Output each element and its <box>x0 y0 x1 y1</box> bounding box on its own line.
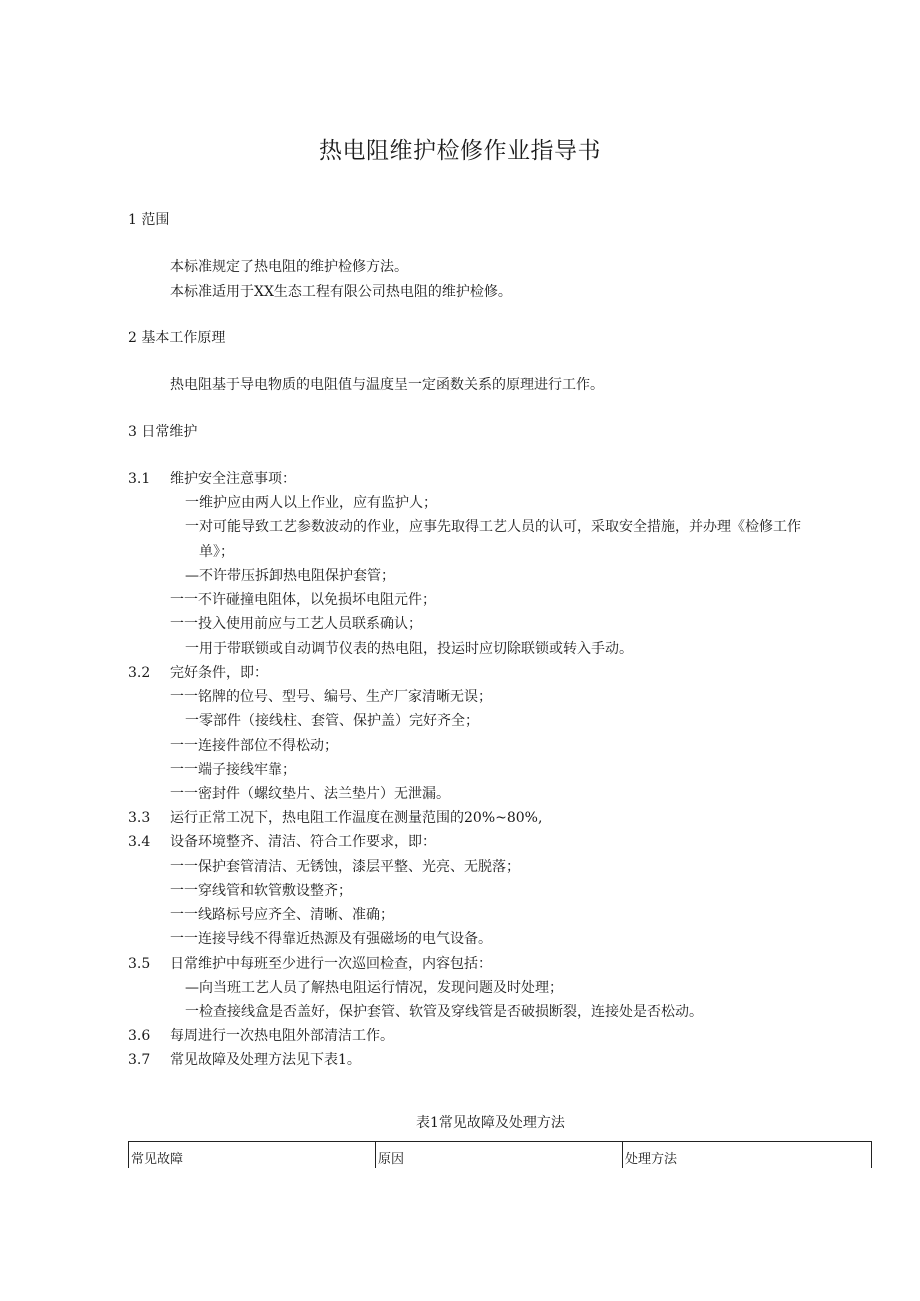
clause-3-5-item: —向当班工艺人员了解热电阻运行情况，发现问题及时处理； <box>185 980 563 996</box>
fault-table <box>128 1141 872 1168</box>
clause-3-7-number: 3.7 <box>128 1052 151 1068</box>
section-1-heading: 1 范围 <box>128 212 170 228</box>
table-header-fault: 常见故障 <box>129 1142 376 1168</box>
clause-3-2-item: 一一连接件部位不得松动； <box>170 738 338 754</box>
section-1-paragraph-2: 本标准适用于XX生态工程有限公司热电阻的维护检修。 <box>170 284 512 300</box>
section-2-heading: 2 基本工作原理 <box>128 330 226 346</box>
clause-3-7-text: 常见故障及处理方法见下表1。 <box>170 1052 361 1068</box>
clause-3-1-item: 一一不许碰撞电阻体，以免损坏电阻元件； <box>170 592 436 608</box>
clause-3-2-text: 完好条件，即： <box>170 665 268 681</box>
clause-3-1-item: —不许带压拆卸热电阻保护套管； <box>185 568 395 584</box>
clause-3-2-item: 一一密封件（螺纹垫片、法兰垫片）无泄漏。 <box>170 786 450 802</box>
section-3-heading: 3 日常维护 <box>128 424 198 440</box>
clause-3-2-item: 一一铭牌的位号、型号、编号、生产厂家清晰无误； <box>170 689 492 705</box>
clause-3-5-number: 3.5 <box>128 956 151 972</box>
clause-3-6-text: 每周进行一次热电阻外部清洁工作。 <box>170 1028 394 1044</box>
clause-3-4-item: 一一线路标号应齐全、清晰、准确； <box>170 907 394 923</box>
clause-3-3-text: 运行正常工况下，热电阻工作温度在测量范围的20%~80%, <box>170 810 543 826</box>
clause-3-1-number: 3.1 <box>128 471 151 487</box>
clause-3-5-item: 一检查接线盒是否盖好，保护套管、软管及穿线管是否破损断裂，连接处是否松动。 <box>185 1004 703 1020</box>
clause-3-2-item: 一一端子接线牢靠； <box>170 762 296 778</box>
clause-3-1-item: 一用于带联锁或自动调节仪表的热电阻，投运时应切除联锁或转入手动。 <box>185 641 633 657</box>
clause-3-5-text: 日常维护中每班至少进行一次巡回检查，内容包括： <box>170 956 492 972</box>
clause-3-2-number: 3.2 <box>128 665 151 681</box>
clause-3-4-text: 设备环境整齐、清洁、符合工作要求，即： <box>170 834 436 850</box>
clause-3-1-text: 维护安全注意事项： <box>170 471 296 487</box>
table-header-solution: 处理方法 <box>625 1152 678 1167</box>
clause-3-1-item: 单》； <box>199 544 234 560</box>
section-2-paragraph-1: 热电阻基于导电物质的电阻值与温度呈一定函数关系的原理进行工作。 <box>170 377 604 393</box>
clause-3-3-number: 3.3 <box>128 810 151 826</box>
clause-3-4-item: 一一连接导线不得靠近热源及有强磁场的电气设备。 <box>170 931 492 947</box>
clause-3-6-number: 3.6 <box>128 1028 151 1044</box>
clause-3-4-number: 3.4 <box>128 834 151 850</box>
table-header-cause: 原因 <box>376 1142 623 1168</box>
document-title: 热电阻维护检修作业指导书 <box>319 138 601 164</box>
clause-3-1-item: 一维护应由两人以上作业，应有监护人； <box>185 495 437 511</box>
section-1-paragraph-1: 本标准规定了热电阻的维护检修方法。 <box>170 259 408 275</box>
clause-3-1-item: 一对可能导致工艺参数波动的作业，应事先取得工艺人员的认可，采取安全措施，并办理《检修工作 <box>185 519 801 535</box>
clause-3-4-item: 一一穿线管和软管敷设整齐； <box>170 883 352 899</box>
clause-3-1-item: 一一投入使用前应与工艺人员联系确认； <box>170 616 422 632</box>
clause-3-4-item: 一一保护套管清洁、无锈蚀，漆层平整、光亮、无脱落； <box>170 859 520 875</box>
table-caption-text: 表1常见故障及处理方法 <box>416 1115 565 1131</box>
clause-3-2-item: 一零部件（接线柱、套管、保护盖）完好齐全； <box>185 713 479 729</box>
